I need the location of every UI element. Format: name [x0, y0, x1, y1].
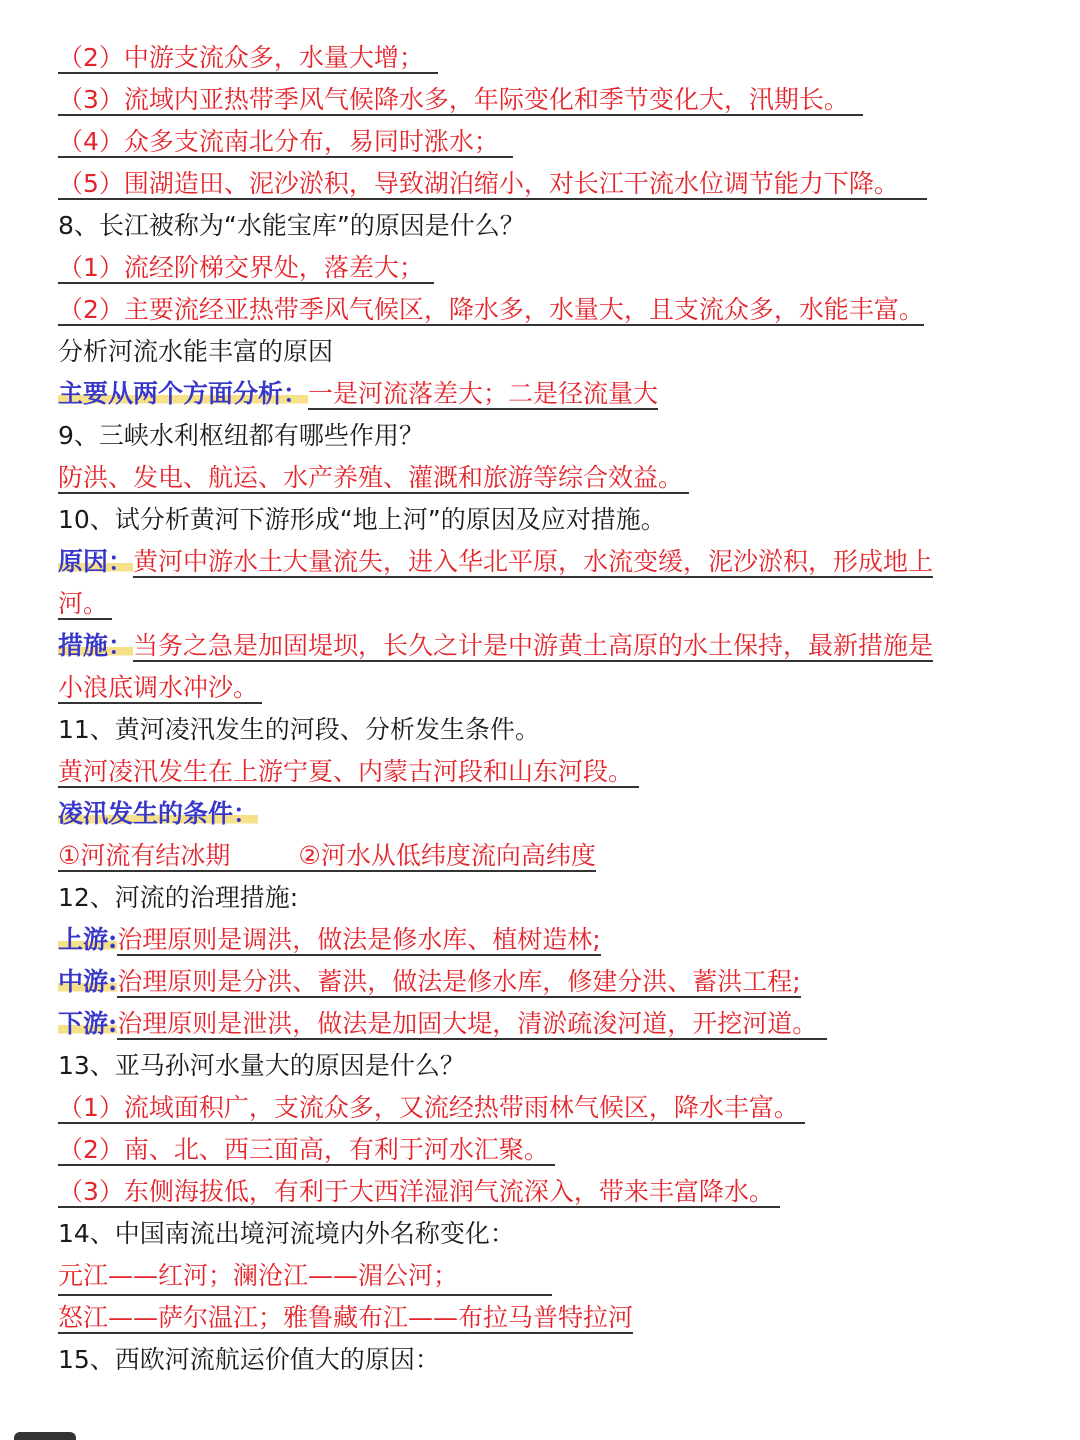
- question-15: 15、西欧河流航运价值大的原因：: [58, 1345, 440, 1374]
- answer-line: [58, 292, 924, 328]
- answer-line: [58, 628, 933, 664]
- page-edge-tab: [14, 1432, 76, 1440]
- question-8: 8、长江被称为“水能宝库”的原因是什么？: [58, 211, 525, 240]
- answer-text: 治理原则是分洪、蓄洪，做法是修水库，修建分洪、蓄洪工程;: [117, 967, 801, 996]
- answer-text: （2）中游支流众多，水量大增；: [58, 43, 438, 74]
- answer-line: [58, 586, 112, 622]
- highlight-label: 原因：: [58, 547, 134, 576]
- answer-text: 河。: [58, 589, 112, 620]
- answer-text: （1）流域面积广，支流众多，又流经热带雨林气候区，降水丰富。: [58, 1093, 805, 1124]
- answer-line: [58, 796, 258, 832]
- answer-line: [58, 124, 513, 160]
- answer-text: 元江——红河；澜沧江——湄公河；: [58, 1258, 552, 1296]
- analysis-line: [58, 376, 658, 412]
- condition-row: [58, 841, 596, 872]
- answer-line: [58, 754, 639, 790]
- answer-text: 治理原则是调洪，做法是修水库、植树造林;: [117, 925, 601, 954]
- question-14: 14、中国南流出境河流境内外名称变化：: [58, 1219, 515, 1248]
- answer-text: （4）众多支流南北分布，易同时涨水；: [58, 127, 513, 158]
- question-10: 10、试分析黄河下游形成“地上河”的原因及应对措施。: [58, 505, 666, 534]
- answer-text: （1）流经阶梯交界处，落差大；: [58, 253, 434, 284]
- answer-line: [58, 166, 927, 202]
- answer-line: [58, 922, 601, 958]
- highlight-label: 措施：: [58, 631, 134, 660]
- highlight-label: 主要从两个方面分析：: [58, 379, 309, 408]
- condition-1: ①河流有结冰期: [58, 841, 231, 870]
- answer-text: 当务之急是加固堤坝，长久之计是中游黄土高原的水土保持，最新措施是: [133, 631, 934, 660]
- answer-line: [58, 1132, 555, 1168]
- answer-line: [58, 1258, 552, 1296]
- highlight-label: 凌汛发生的条件：: [58, 799, 259, 828]
- condition-2: ②河水从低纬度流向高纬度: [298, 841, 596, 870]
- answer-text: （5）围湖造田、泥沙淤积，导致湖泊缩小，对长江干流水位调节能力下降。: [58, 169, 927, 200]
- answer-text: 治理原则是泄洪，做法是加固大堤，清淤疏浚河道，开挖河道。: [117, 1009, 827, 1040]
- answer-text: （3）流域内亚热带季风气候降水多，年际变化和季节变化大，汛期长。: [58, 85, 863, 116]
- answer-line: [58, 82, 863, 118]
- question-12: 12、河流的治理措施:: [58, 883, 299, 912]
- answer-line: [58, 964, 801, 1000]
- answer-line: [58, 1300, 633, 1336]
- question-13: 13、亚马孙河水量大的原因是什么？: [58, 1051, 465, 1080]
- answer-text: 黄河中游水土大量流失，进入华北平原，水流变缓，泥沙淤积，形成地上: [133, 547, 934, 576]
- answer-line: [58, 1006, 827, 1042]
- answer-text: 怒江——萨尔温江；雅鲁藏布江——布拉马普特拉河: [58, 1303, 634, 1332]
- section-heading: 分析河流水能丰富的原因: [58, 337, 334, 366]
- answer-text: 小浪底调水冲沙。: [58, 673, 262, 704]
- answer-line: [58, 1090, 805, 1126]
- answer-line: [58, 544, 933, 580]
- answer-text: （2）主要流经亚热带季风气候区，降水多，水量大，且支流众多，水能丰富。: [58, 295, 924, 324]
- highlight-label: 下游:: [58, 1009, 118, 1038]
- answer-line: [58, 838, 596, 874]
- answer-line: [58, 40, 438, 76]
- answer-line: [58, 250, 434, 286]
- answer-line: [58, 1174, 780, 1210]
- answer-line: [58, 460, 689, 496]
- highlight-label: 上游:: [58, 925, 118, 954]
- question-11: 11、黄河凌汛发生的河段、分析发生条件。: [58, 715, 540, 744]
- answer-text: （3）东侧海拔低，有利于大西洋湿润气流深入，带来丰富降水。: [58, 1177, 780, 1208]
- answer-text: （2）南、北、西三面高，有利于河水汇聚。: [58, 1135, 555, 1166]
- highlight-label: 中游:: [58, 967, 118, 996]
- answer-text: 防洪、发电、航运、水产养殖、灌溉和旅游等综合效益。: [58, 463, 689, 494]
- answer-text: 一是河流落差大；二是径流量大: [308, 379, 659, 408]
- answer-line: [58, 670, 262, 706]
- question-9: 9、三峡水利枢纽都有哪些作用？: [58, 421, 424, 450]
- answer-text: 黄河凌汛发生在上游宁夏、内蒙古河段和山东河段。: [58, 757, 639, 788]
